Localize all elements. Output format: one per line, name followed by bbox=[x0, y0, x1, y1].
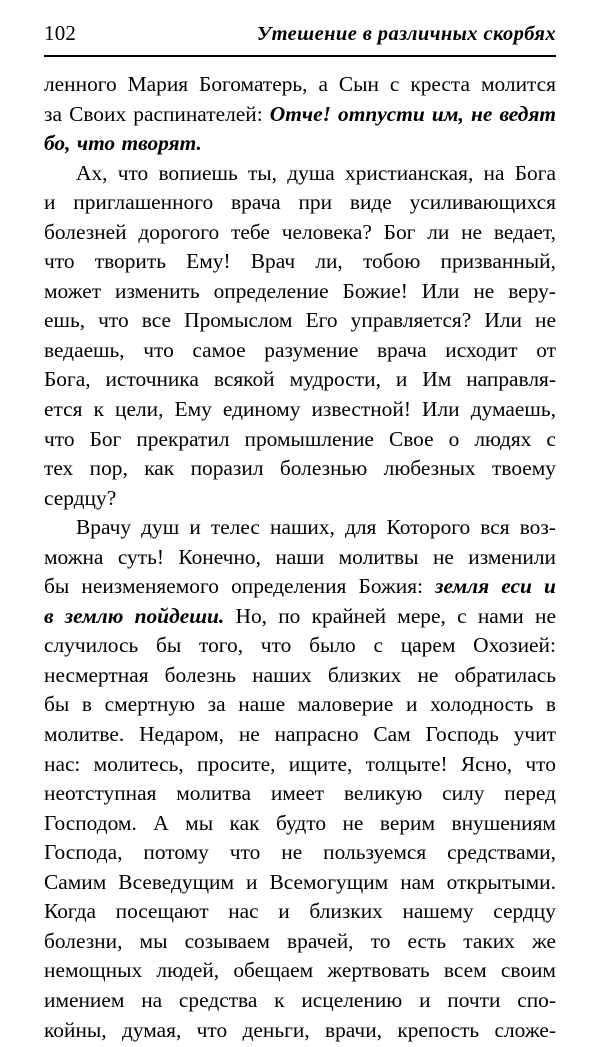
word: молится bbox=[481, 72, 556, 97]
word: силу bbox=[442, 781, 484, 806]
word: бы bbox=[44, 692, 69, 717]
word: учит bbox=[514, 722, 556, 747]
word: толцыте! bbox=[366, 752, 448, 777]
word: изменить bbox=[115, 279, 200, 304]
word: мудрости, bbox=[290, 367, 381, 392]
word: молитве. bbox=[44, 722, 124, 747]
word: перед bbox=[504, 781, 556, 806]
word: Бога, bbox=[44, 367, 91, 392]
text-line bbox=[44, 72, 556, 102]
scripture-quote-word: и bbox=[544, 574, 556, 599]
word: Недаром, bbox=[139, 722, 224, 747]
scripture-quote-word: земля bbox=[435, 574, 489, 599]
word: ешь, bbox=[44, 308, 85, 333]
word: не bbox=[342, 811, 363, 836]
word: ли bbox=[427, 220, 449, 245]
word: разумение bbox=[264, 338, 358, 363]
word: к bbox=[274, 988, 284, 1013]
word: царем bbox=[401, 633, 456, 658]
word: средства bbox=[179, 988, 257, 1013]
word: душа bbox=[287, 161, 335, 186]
word: и bbox=[396, 367, 407, 392]
running-title: Утешение в различных скорбях bbox=[257, 19, 556, 49]
text-line bbox=[44, 161, 556, 191]
word: врачи, bbox=[325, 1018, 382, 1043]
word: имеет bbox=[271, 781, 324, 806]
text-line bbox=[44, 102, 556, 132]
word: тобою bbox=[363, 249, 420, 274]
word: Ясно, bbox=[461, 752, 512, 777]
word: телес bbox=[211, 515, 260, 540]
word: на bbox=[484, 161, 505, 186]
word: Свое bbox=[389, 427, 434, 452]
word: нам bbox=[400, 870, 434, 895]
word: было bbox=[309, 633, 356, 658]
word: холодность bbox=[430, 692, 533, 717]
word: врача bbox=[231, 190, 281, 215]
word: случилось bbox=[44, 633, 138, 658]
word: как bbox=[144, 456, 174, 481]
word: как bbox=[230, 811, 260, 836]
text-line bbox=[44, 1018, 556, 1047]
word: великую bbox=[344, 781, 422, 806]
word: креста bbox=[410, 72, 470, 97]
word: творить bbox=[95, 249, 166, 274]
word: виде bbox=[350, 190, 392, 215]
word: нами bbox=[478, 604, 524, 629]
word: Господь bbox=[426, 722, 499, 747]
word: немощных bbox=[44, 958, 142, 983]
word: болезнью bbox=[280, 456, 367, 481]
word: воз- bbox=[520, 515, 556, 540]
word: Охозией: bbox=[473, 633, 556, 658]
word: за bbox=[44, 102, 62, 127]
word: Промыслом bbox=[184, 308, 292, 333]
text-line bbox=[44, 131, 556, 161]
word: Или bbox=[422, 279, 460, 304]
word: мы bbox=[140, 929, 168, 954]
text-line bbox=[44, 308, 556, 338]
scripture-quote-word: творят. bbox=[122, 131, 202, 156]
text-line bbox=[44, 781, 556, 811]
word: приглашенного bbox=[73, 190, 213, 215]
word: исходит bbox=[445, 338, 517, 363]
text-line bbox=[44, 958, 556, 988]
word: суть! bbox=[118, 545, 164, 570]
text-line bbox=[44, 811, 556, 841]
text-line bbox=[44, 574, 556, 604]
word: не bbox=[417, 663, 438, 688]
word: ленного bbox=[44, 72, 117, 97]
text-line bbox=[44, 515, 556, 545]
word: всякой bbox=[214, 367, 275, 392]
header-divider-rule bbox=[44, 55, 556, 57]
word: просите, bbox=[197, 752, 276, 777]
word: спо- bbox=[517, 988, 556, 1013]
word: направля- bbox=[466, 367, 556, 392]
word: что bbox=[525, 752, 556, 777]
word: Ему bbox=[175, 397, 212, 422]
word: будто bbox=[276, 811, 326, 836]
word: по bbox=[278, 604, 300, 629]
word: Конечно, bbox=[178, 545, 261, 570]
text-line bbox=[44, 722, 556, 752]
word: твоему bbox=[492, 456, 556, 481]
word: молитвы bbox=[339, 545, 419, 570]
word: и bbox=[419, 988, 430, 1013]
scripture-quote-word: пойдеши. bbox=[135, 604, 225, 629]
word: ведаешь, bbox=[44, 338, 125, 363]
word: Сын bbox=[339, 72, 379, 97]
text-line bbox=[44, 988, 556, 1018]
word: Мария bbox=[128, 72, 189, 97]
word: то bbox=[371, 929, 391, 954]
word: наше bbox=[238, 692, 285, 717]
word: веру- bbox=[508, 279, 556, 304]
word: вопиешь bbox=[158, 161, 237, 186]
text-line bbox=[44, 663, 556, 693]
word: А bbox=[153, 811, 168, 836]
word: Которого bbox=[387, 515, 471, 540]
word: что bbox=[230, 840, 261, 865]
word: всем bbox=[444, 958, 487, 983]
word: прекратил bbox=[136, 427, 229, 452]
word: на bbox=[141, 988, 162, 1013]
word: и bbox=[278, 899, 289, 924]
word: вся bbox=[480, 515, 509, 540]
text-line bbox=[44, 752, 556, 782]
word: с bbox=[373, 633, 383, 658]
word: не bbox=[281, 840, 302, 865]
word: Своих bbox=[69, 102, 126, 127]
word: с bbox=[390, 72, 400, 97]
word: нашему bbox=[402, 899, 473, 924]
scripture-quote-word: еси bbox=[501, 574, 532, 599]
word: койны, bbox=[44, 1018, 107, 1043]
word: Богоматерь, bbox=[199, 72, 307, 97]
text-line bbox=[44, 249, 556, 279]
scripture-quote-word: не bbox=[471, 102, 492, 127]
word: крепость bbox=[397, 1018, 479, 1043]
word: же bbox=[532, 929, 556, 954]
word: определения bbox=[231, 574, 346, 599]
word: врачей, bbox=[287, 929, 353, 954]
body-text-block bbox=[44, 72, 556, 1047]
text-line bbox=[44, 367, 556, 397]
word: обещаем bbox=[233, 958, 313, 983]
word: ведает, bbox=[494, 220, 556, 245]
running-head bbox=[44, 18, 556, 60]
word: молитесь, bbox=[94, 752, 184, 777]
word: почти bbox=[447, 988, 500, 1013]
word: а bbox=[318, 72, 328, 97]
word: источника bbox=[106, 367, 199, 392]
word: таких bbox=[463, 929, 515, 954]
word: болезней bbox=[44, 220, 127, 245]
word: все bbox=[142, 308, 171, 333]
word: неотступная bbox=[44, 781, 156, 806]
word: думая, bbox=[122, 1018, 181, 1043]
word: определение bbox=[214, 279, 329, 304]
word: маловерие bbox=[298, 692, 394, 717]
word: Им bbox=[422, 367, 451, 392]
word: Врач bbox=[251, 249, 295, 274]
word: неизменяемого bbox=[81, 574, 219, 599]
word: не bbox=[473, 279, 494, 304]
word: не bbox=[239, 722, 260, 747]
word: к bbox=[94, 397, 104, 422]
text-line bbox=[44, 279, 556, 309]
text-line bbox=[44, 427, 556, 457]
word: дорогого bbox=[138, 220, 219, 245]
word: сердцу bbox=[493, 899, 556, 924]
word: что bbox=[261, 633, 292, 658]
word: Сам bbox=[373, 722, 410, 747]
word: и bbox=[189, 515, 200, 540]
text-line bbox=[44, 397, 556, 427]
page-number: 102 bbox=[44, 18, 76, 48]
word: для bbox=[345, 515, 376, 540]
word: исцелению bbox=[301, 988, 402, 1013]
scripture-quote-word: что bbox=[77, 131, 115, 156]
word: с bbox=[457, 604, 467, 629]
word: посещают bbox=[116, 899, 209, 924]
word: несмертная bbox=[44, 663, 149, 688]
word: Или bbox=[422, 397, 460, 422]
word: сложе- bbox=[495, 1018, 556, 1043]
text-line bbox=[44, 899, 556, 929]
word: управляется? bbox=[351, 308, 472, 333]
word: потому bbox=[143, 840, 208, 865]
word: Господа, bbox=[44, 840, 122, 865]
word: усиливающихся bbox=[410, 190, 556, 215]
word: что bbox=[98, 308, 129, 333]
word: людях bbox=[474, 427, 531, 452]
word: о bbox=[449, 427, 460, 452]
word: что bbox=[44, 249, 75, 274]
word: ищите, bbox=[289, 752, 353, 777]
text-line bbox=[44, 870, 556, 900]
word: наши bbox=[275, 545, 324, 570]
word: не bbox=[535, 308, 556, 333]
word: христианская, bbox=[345, 161, 473, 186]
word: внушениям bbox=[451, 811, 555, 836]
word: от bbox=[536, 338, 556, 363]
word: и bbox=[246, 870, 257, 895]
text-line bbox=[44, 190, 556, 220]
scripture-quote-word: им, bbox=[432, 102, 464, 127]
text-line bbox=[44, 633, 556, 663]
word: обратилась bbox=[455, 663, 556, 688]
word: Всеведущим bbox=[118, 870, 234, 895]
word: душ bbox=[141, 515, 179, 540]
scripture-quote-word: отпусти bbox=[338, 102, 425, 127]
word: при bbox=[298, 190, 332, 215]
word: Самим bbox=[44, 870, 106, 895]
text-line bbox=[44, 338, 556, 368]
word: крайней bbox=[312, 604, 386, 629]
word: и bbox=[406, 692, 417, 717]
word: за bbox=[208, 692, 226, 717]
word: открытыми. bbox=[447, 870, 556, 895]
text-line bbox=[44, 692, 556, 722]
word: бы bbox=[156, 633, 181, 658]
text-line bbox=[44, 604, 556, 634]
word: человека? bbox=[282, 220, 372, 245]
scripture-quote-word: в bbox=[44, 604, 54, 629]
word: не bbox=[461, 220, 482, 245]
word: может bbox=[44, 279, 101, 304]
paragraph bbox=[44, 72, 556, 161]
word: наших, bbox=[270, 515, 335, 540]
word: думаешь, bbox=[471, 397, 556, 422]
word: своим bbox=[501, 958, 556, 983]
word: пор, bbox=[90, 456, 128, 481]
word: поразил bbox=[191, 456, 264, 481]
word: не bbox=[433, 545, 454, 570]
text-line bbox=[44, 840, 556, 870]
word: что bbox=[118, 161, 149, 186]
word: молитва bbox=[176, 781, 251, 806]
word: людей, bbox=[156, 958, 219, 983]
word: болезни, bbox=[44, 929, 122, 954]
scripture-quote-word: ведят bbox=[499, 102, 556, 127]
word: близких bbox=[309, 899, 382, 924]
word: пользуемся bbox=[323, 840, 426, 865]
word: что bbox=[197, 1018, 228, 1043]
word: жертвовать bbox=[327, 958, 429, 983]
scripture-quote-word: Отче! bbox=[270, 102, 331, 127]
word: Ему! bbox=[186, 249, 230, 274]
word: Бог bbox=[384, 220, 416, 245]
word: известной! bbox=[311, 397, 410, 422]
word: напрасно bbox=[275, 722, 359, 747]
word: Бог bbox=[90, 427, 122, 452]
word: Или bbox=[484, 308, 522, 333]
word: Но, bbox=[236, 604, 268, 629]
word: промышление bbox=[245, 427, 374, 452]
word: что bbox=[143, 338, 174, 363]
word: Божия: bbox=[359, 574, 423, 599]
word: сердцу? bbox=[44, 486, 116, 511]
word: ли, bbox=[315, 249, 342, 274]
word: Когда bbox=[44, 899, 96, 924]
word: имением bbox=[44, 988, 124, 1013]
word: Его bbox=[306, 308, 338, 333]
word: ется bbox=[44, 397, 82, 422]
word: мы bbox=[185, 811, 213, 836]
text-line bbox=[44, 456, 556, 486]
word: врача bbox=[377, 338, 427, 363]
word: в bbox=[82, 692, 92, 717]
text-line bbox=[44, 220, 556, 250]
word: смертную bbox=[105, 692, 195, 717]
word: нас: bbox=[44, 752, 80, 777]
paragraph bbox=[44, 161, 556, 516]
word: Всемогущим bbox=[270, 870, 389, 895]
word: близких bbox=[328, 663, 401, 688]
text-line bbox=[44, 929, 556, 959]
word: бы bbox=[44, 574, 69, 599]
word: призванный, bbox=[441, 249, 556, 274]
word: не bbox=[535, 604, 556, 629]
word: что bbox=[44, 427, 75, 452]
word: ты, bbox=[248, 161, 277, 186]
scripture-quote-word: землю bbox=[65, 604, 124, 629]
word: того, bbox=[199, 633, 243, 658]
word: нас bbox=[228, 899, 258, 924]
word: есть bbox=[408, 929, 447, 954]
word: Божие! bbox=[343, 279, 408, 304]
word: самое bbox=[192, 338, 245, 363]
word: единому bbox=[223, 397, 301, 422]
word: деньги, bbox=[243, 1018, 310, 1043]
word: наших bbox=[252, 663, 312, 688]
paragraph bbox=[44, 515, 556, 1047]
word: болезнь bbox=[165, 663, 236, 688]
word: Бога bbox=[515, 161, 556, 186]
word: цели, bbox=[115, 397, 163, 422]
text-line bbox=[44, 486, 556, 516]
word: распинателей: bbox=[133, 102, 262, 127]
word: тех bbox=[44, 456, 73, 481]
word: и bbox=[44, 190, 55, 215]
word: верим bbox=[380, 811, 435, 836]
running-head-row bbox=[44, 18, 556, 52]
word: Господом. bbox=[44, 811, 137, 836]
word: Ах, bbox=[76, 161, 108, 186]
word: созываем bbox=[185, 929, 270, 954]
word: Врачу bbox=[76, 515, 131, 540]
word: тебе bbox=[231, 220, 270, 245]
word: можна bbox=[44, 545, 103, 570]
word: мере, bbox=[397, 604, 446, 629]
word: с bbox=[546, 427, 556, 452]
word: изменили bbox=[468, 545, 556, 570]
text-line bbox=[44, 545, 556, 575]
word: любезных bbox=[384, 456, 476, 481]
word: средствами, bbox=[447, 840, 556, 865]
scripture-quote-word: бо, bbox=[44, 131, 70, 156]
word: в bbox=[546, 692, 556, 717]
